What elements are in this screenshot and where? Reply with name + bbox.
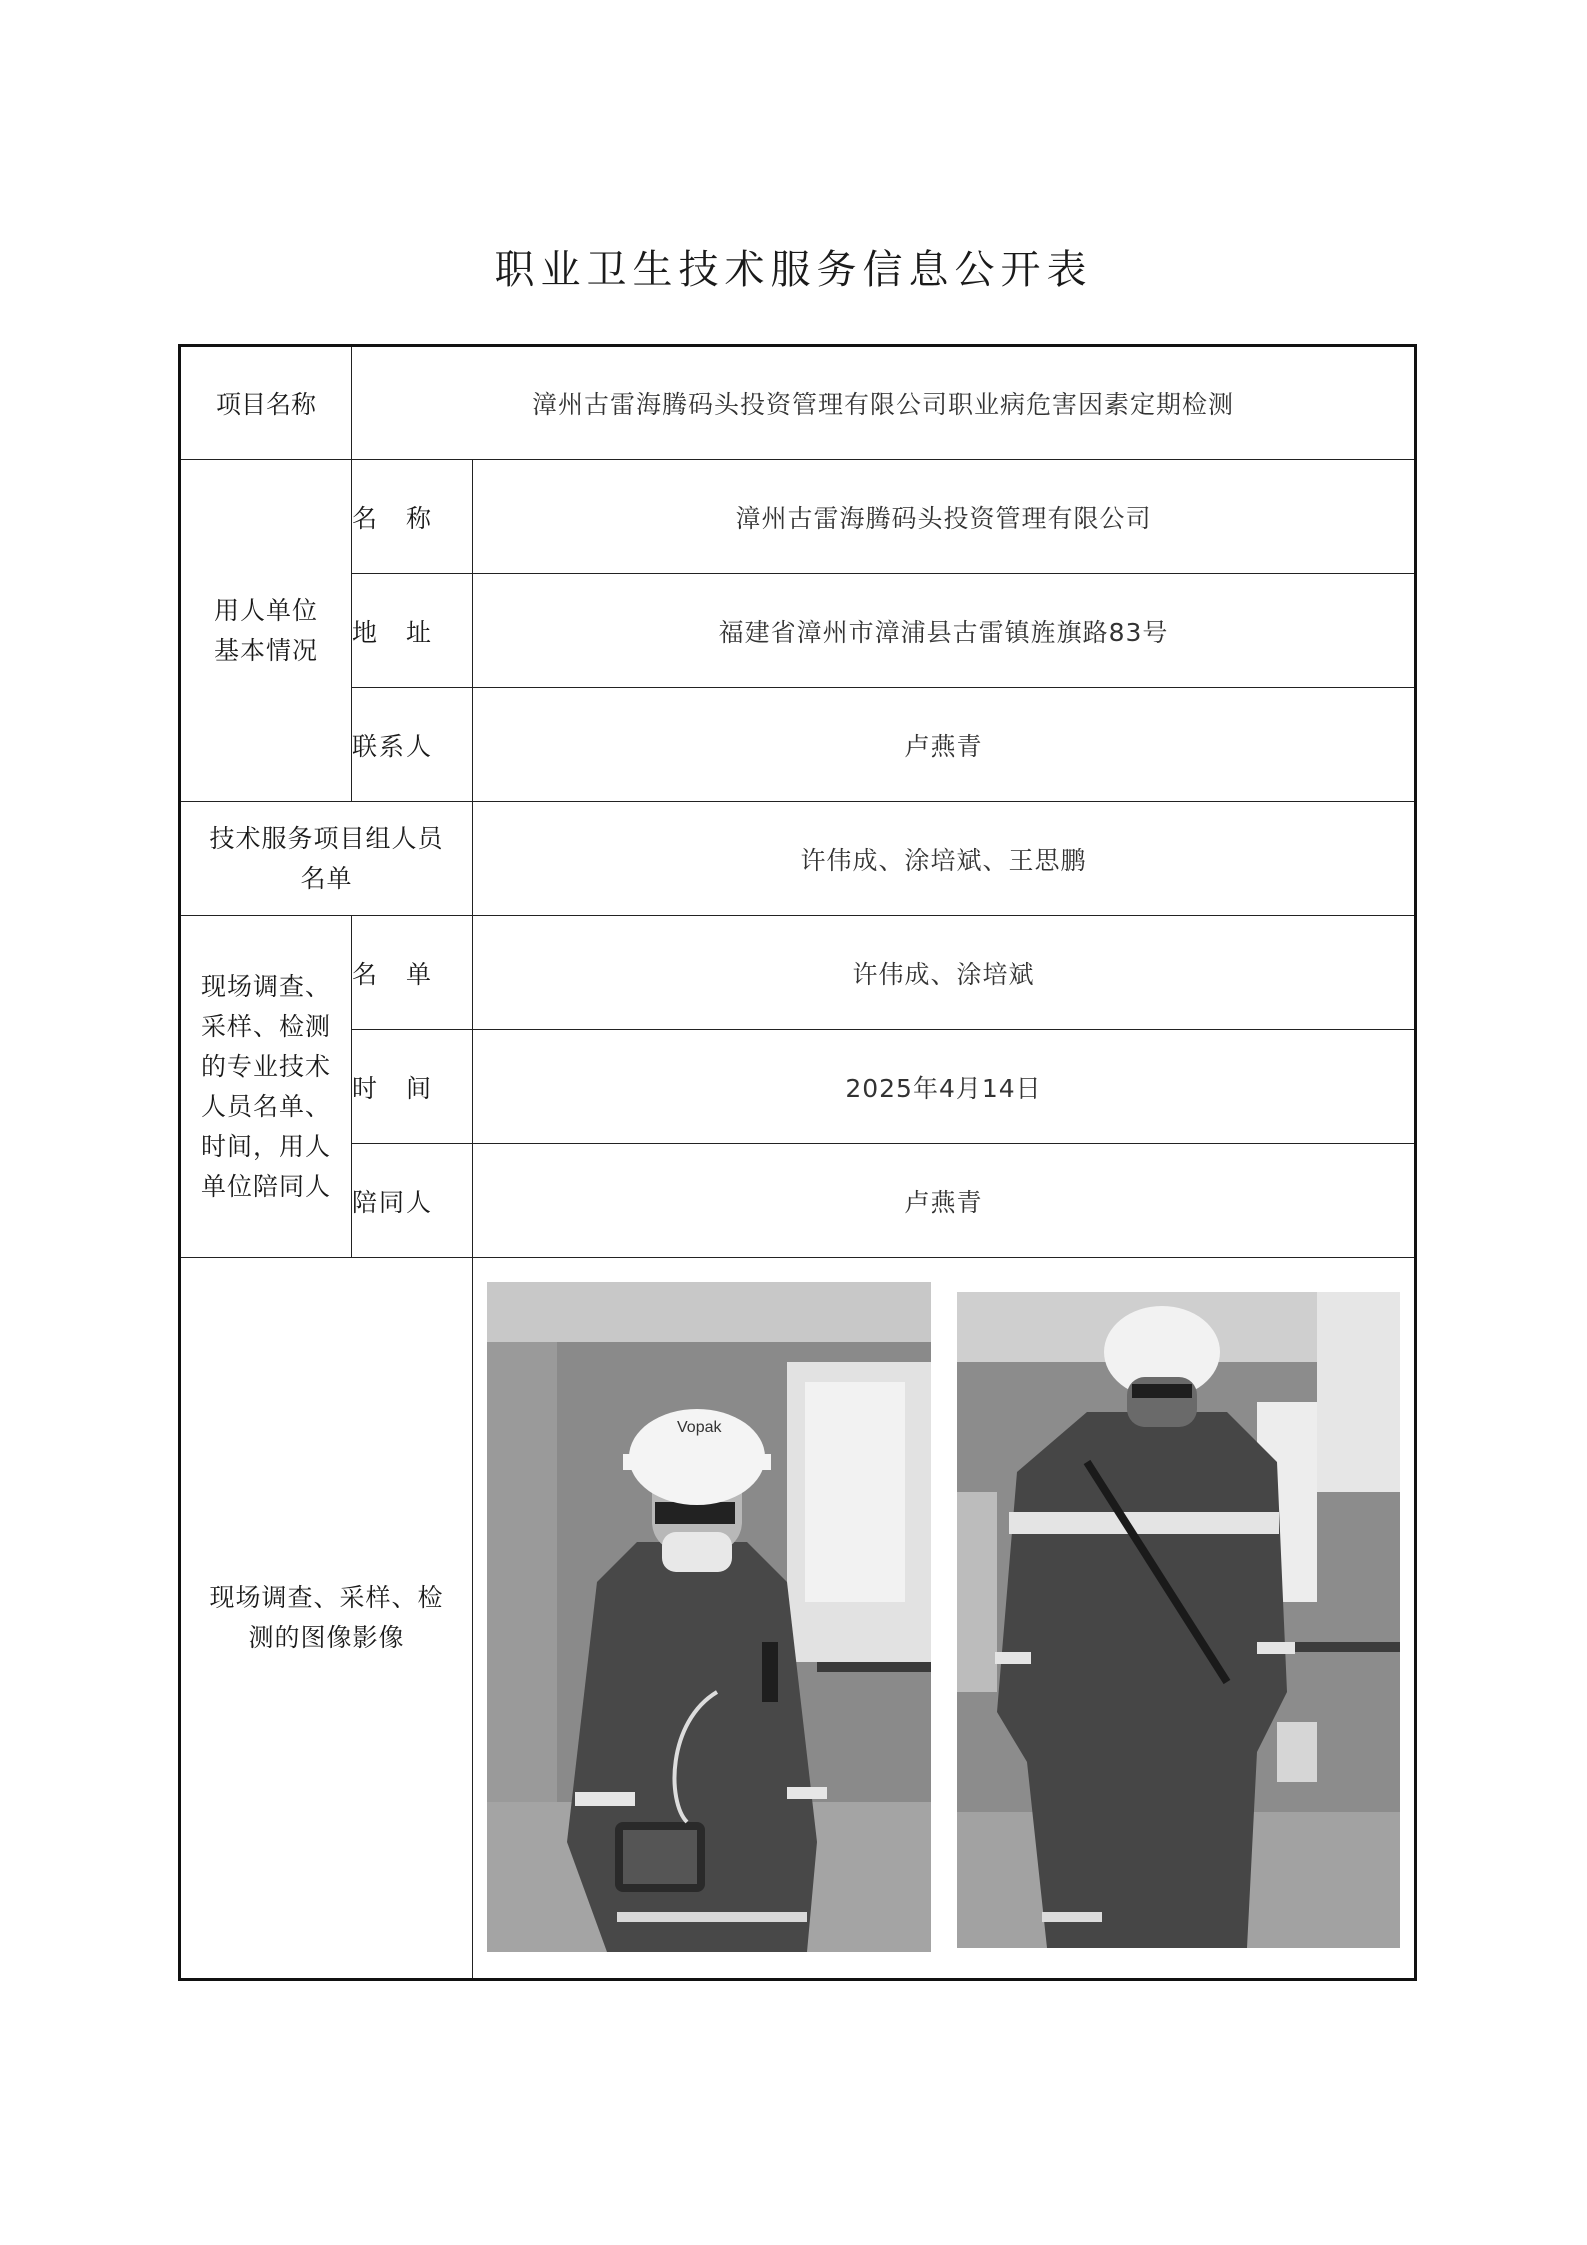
- images-cell: [473, 1258, 1416, 1980]
- worker-front-illustration: [487, 1282, 931, 1952]
- employer-name-value: 漳州古雷海腾码头投资管理有限公司: [473, 460, 1416, 574]
- row-employer-address: [180, 574, 1416, 688]
- onsite-time-label: 时 间: [352, 1030, 473, 1144]
- helmet-logo-text: Vopak: [677, 1419, 722, 1436]
- info-table: [178, 344, 1417, 1981]
- onsite-label: 现场调查、 采样、检测 的专业技术 人员名单、 时间，用人 单位陪同人: [180, 916, 352, 1258]
- employer-name-label: 名 称: [352, 460, 473, 574]
- row-onsite-time: [180, 1030, 1416, 1144]
- worker-back-illustration: [957, 1292, 1400, 1948]
- team-label: 技术服务项目组人员 名单: [180, 802, 473, 916]
- project-label: 项目名称: [180, 346, 352, 460]
- row-employer-name: [180, 460, 1416, 574]
- row-onsite-list: [180, 916, 1416, 1030]
- employer-address-label: 地 址: [352, 574, 473, 688]
- onsite-escort-label: 陪同人: [352, 1144, 473, 1258]
- row-team: [180, 802, 1416, 916]
- row-employer-contact: [180, 688, 1416, 802]
- images-label: 现场调查、采样、检 测的图像影像: [180, 1258, 473, 1980]
- onsite-escort-value: 卢燕青: [473, 1144, 1416, 1258]
- row-project: [180, 346, 1416, 460]
- employer-contact-label: 联系人: [352, 688, 473, 802]
- onsite-time-value: 2025年4月14日: [473, 1030, 1416, 1144]
- onsite-list-value: 许伟成、涂培斌: [473, 916, 1416, 1030]
- row-onsite-escort: [180, 1144, 1416, 1258]
- site-photo-back: [957, 1292, 1400, 1948]
- team-value: 许伟成、涂培斌、王思鹏: [473, 802, 1416, 916]
- onsite-list-label: 名 单: [352, 916, 473, 1030]
- employer-label: 用人单位 基本情况: [180, 460, 352, 802]
- row-images: [180, 1258, 1416, 1980]
- page-title: 职业卫生技术服务信息公开表: [494, 247, 1093, 293]
- site-photo-front: [487, 1282, 931, 1952]
- employer-address-value: 福建省漳州市漳浦县古雷镇旌旗路83号: [473, 574, 1416, 688]
- employer-contact-value: 卢燕青: [473, 688, 1416, 802]
- project-value: 漳州古雷海腾码头投资管理有限公司职业病危害因素定期检测: [352, 346, 1416, 460]
